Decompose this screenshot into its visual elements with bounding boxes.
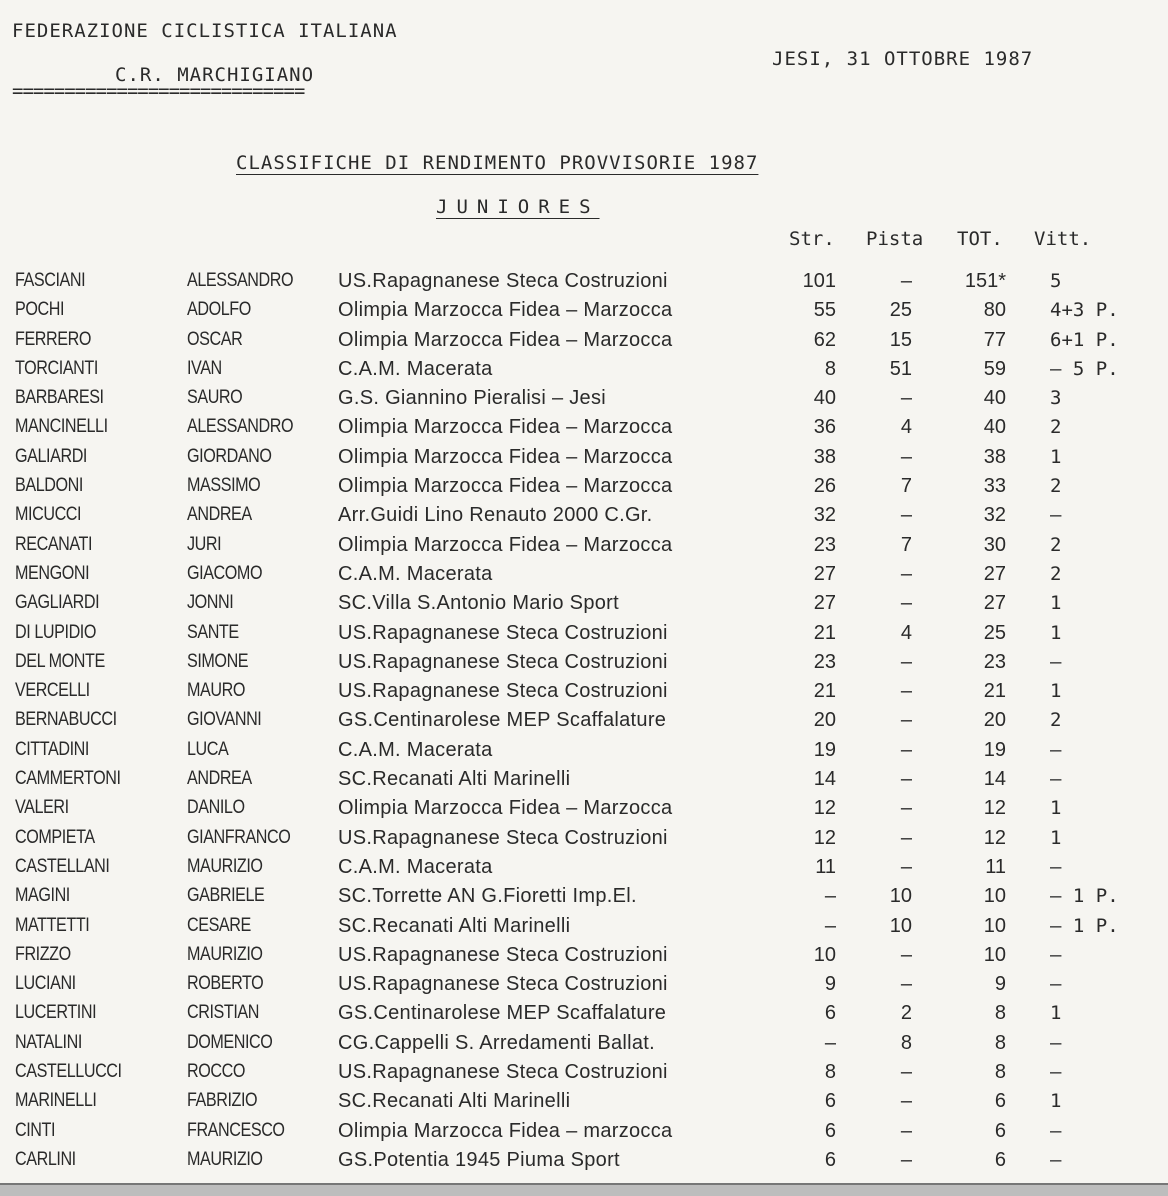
road-points: 21	[813, 680, 836, 703]
total-points: 6	[994, 1119, 1006, 1142]
team-name: G.S. Giannino Pieralisi – Jesi	[338, 387, 607, 410]
table-row	[0, 1000, 1168, 1029]
road-points: 10	[813, 943, 836, 966]
track-points: –	[900, 1090, 912, 1113]
rider-surname: FASCIANI	[15, 270, 86, 291]
track-points: 10	[889, 885, 912, 908]
track-points: –	[900, 855, 912, 878]
table-row	[0, 737, 1168, 766]
track-points: 7	[900, 533, 912, 556]
rider-name: SANTE	[187, 621, 239, 643]
road-points: 6	[824, 1002, 836, 1025]
road-points: 6	[824, 1090, 836, 1113]
road-points: 27	[813, 562, 836, 585]
track-points: 2	[900, 1002, 912, 1025]
rider-name: ROBERTO	[187, 973, 264, 995]
victories: –	[1050, 855, 1062, 878]
total-points: 14	[983, 768, 1006, 791]
rider-surname: VALERI	[15, 797, 69, 819]
victories: 1	[1050, 680, 1062, 703]
team-name: C.A.M. Macerata	[338, 855, 493, 878]
table-row	[0, 854, 1168, 883]
table-row	[0, 1059, 1168, 1088]
table-row	[0, 356, 1168, 385]
rider-name: ALESSANDRO	[187, 416, 294, 438]
organization-name: FEDERAZIONE CICLISTICA ITALIANA	[12, 20, 398, 42]
victories: 2	[1050, 562, 1062, 585]
track-points: –	[900, 650, 912, 673]
rider-name: GIACOMO	[187, 562, 263, 584]
victories: 1	[1050, 592, 1062, 615]
track-points: –	[900, 738, 912, 761]
road-points: 12	[813, 826, 836, 849]
team-name: US.Rapagnanese Steca Costruzioni	[338, 650, 668, 673]
rider-name: SAURO	[187, 387, 243, 409]
team-name: SC.Recanati Alti Marinelli	[338, 914, 571, 937]
rider-name: ROCCO	[187, 1061, 245, 1083]
track-points: –	[900, 1119, 912, 1142]
road-points: 23	[813, 650, 836, 673]
table-row	[0, 327, 1168, 356]
table-row	[0, 971, 1168, 1000]
road-points: 101	[802, 270, 836, 292]
victories: –	[1050, 1031, 1062, 1054]
track-points: –	[900, 562, 912, 585]
rider-name: CESARE	[187, 914, 251, 936]
team-name: Arr.Guidi Lino Renauto 2000 C.Gr.	[338, 504, 653, 527]
victories: – 5 P.	[1050, 357, 1119, 380]
track-points: –	[900, 387, 912, 410]
team-name: US.Rapagnanese Steca Costruzioni	[338, 680, 668, 703]
team-name: GS.Potentia 1945 Piuma Sport	[338, 1148, 620, 1171]
bleed-through-background	[30, 40, 72, 179]
table-row	[0, 620, 1168, 649]
victories: 2	[1050, 533, 1062, 556]
victories: – 1 P.	[1050, 914, 1119, 937]
victories: –	[1050, 738, 1062, 761]
place-date: JESI, 31 OTTOBRE 1987	[772, 48, 1034, 70]
page-bottom-edge	[0, 1183, 1168, 1196]
table-row	[0, 590, 1168, 619]
total-points: 12	[983, 797, 1006, 820]
rider-surname: CITTADINI	[15, 738, 89, 760]
road-points: 40	[813, 387, 836, 410]
total-points: 10	[983, 914, 1006, 937]
rider-name: IVAN	[187, 357, 222, 379]
rider-surname: CASTELLUCCI	[15, 1061, 122, 1083]
road-points: 26	[813, 475, 836, 498]
table-row	[0, 1147, 1168, 1176]
rider-surname: LUCIANI	[15, 973, 76, 995]
rider-name: MASSIMO	[187, 475, 261, 497]
team-name: US.Rapagnanese Steca Costruzioni	[338, 1061, 668, 1084]
road-points: 21	[813, 621, 836, 644]
victories: 2	[1050, 709, 1062, 732]
rider-surname: GALIARDI	[15, 445, 87, 467]
rider-surname: NATALINI	[15, 1031, 82, 1053]
rider-name: DANILO	[187, 797, 245, 819]
victories: –	[1050, 973, 1062, 996]
table-row	[0, 414, 1168, 443]
table-row	[0, 649, 1168, 678]
road-points: 27	[813, 592, 836, 615]
victories: 3	[1050, 387, 1062, 410]
track-points: 25	[889, 299, 912, 322]
track-points: –	[900, 826, 912, 849]
rider-name: GIORDANO	[187, 445, 272, 467]
track-points: 51	[889, 357, 912, 380]
victories: 6+1 P.	[1050, 328, 1119, 351]
rider-surname: CINTI	[15, 1119, 56, 1141]
table-row	[0, 913, 1168, 942]
total-points: 80	[983, 299, 1006, 322]
victories: 5	[1050, 270, 1062, 292]
track-points: –	[900, 592, 912, 615]
team-name: C.A.M. Macerata	[338, 357, 493, 380]
rider-name: JONNI	[187, 592, 234, 614]
table-row	[0, 678, 1168, 707]
rider-surname: FRIZZO	[15, 943, 71, 965]
total-points: 33	[983, 475, 1006, 498]
rider-name: DOMENICO	[187, 1031, 273, 1053]
rider-name: OSCAR	[187, 328, 243, 350]
team-name: Olimpia Marzocca Fidea – Marzocca	[338, 445, 673, 468]
victories: 1	[1050, 445, 1062, 468]
road-points: 6	[824, 1148, 836, 1171]
team-name: US.Rapagnanese Steca Costruzioni	[338, 270, 668, 292]
table-row	[0, 883, 1168, 912]
table-row	[0, 268, 1168, 297]
total-points: 151*	[964, 270, 1006, 292]
table-row	[0, 1118, 1168, 1147]
table-row	[0, 444, 1168, 473]
rider-surname: DI LUPIDIO	[15, 621, 97, 643]
total-points: 8	[994, 1061, 1006, 1084]
track-points: 7	[900, 475, 912, 498]
total-points: 6	[994, 1148, 1006, 1171]
victories: 1	[1050, 1002, 1062, 1025]
track-points: –	[900, 445, 912, 468]
rider-surname: BERNABUCCI	[15, 709, 117, 731]
victories: –	[1050, 1119, 1062, 1142]
track-points: 15	[889, 328, 912, 351]
rider-name: FRANCESCO	[187, 1119, 285, 1141]
track-points: –	[900, 973, 912, 996]
victories: 2	[1050, 475, 1062, 498]
rider-surname: MAGINI	[15, 885, 70, 907]
rider-surname: VERCELLI	[15, 680, 90, 702]
road-points: 36	[813, 416, 836, 439]
table-row	[0, 561, 1168, 590]
rider-name: MAURO	[187, 680, 245, 702]
rider-name: JURI	[187, 533, 222, 555]
team-name: SC.Recanati Alti Marinelli	[338, 768, 571, 791]
total-points: 40	[983, 387, 1006, 410]
category-title: JUNIORES	[436, 196, 600, 218]
track-points: 4	[900, 621, 912, 644]
team-name: GS.Centinarolese MEP Scaffalature	[338, 709, 667, 732]
team-name: Olimpia Marzocca Fidea – Marzocca	[338, 475, 673, 498]
table-row	[0, 942, 1168, 971]
rider-surname: FERRERO	[15, 328, 91, 350]
track-points: –	[900, 270, 912, 292]
track-points: –	[900, 768, 912, 791]
track-points: –	[900, 680, 912, 703]
victories: 4+3 P.	[1050, 299, 1119, 322]
rider-surname: LUCERTINI	[15, 1002, 97, 1024]
rider-surname: CAMMERTONI	[15, 768, 121, 790]
table-row	[0, 473, 1168, 502]
victories: – 1 P.	[1050, 885, 1119, 908]
victories: 1	[1050, 621, 1062, 644]
total-points: 38	[983, 445, 1006, 468]
total-points: 8	[994, 1031, 1006, 1054]
header-rule: ============================	[12, 80, 305, 102]
victories: 1	[1050, 797, 1062, 820]
total-points: 27	[983, 562, 1006, 585]
road-points: 11	[815, 855, 836, 878]
total-points: 6	[994, 1090, 1006, 1113]
track-points: –	[900, 709, 912, 732]
column-header-tot: TOT.	[957, 228, 1003, 250]
total-points: 21	[983, 680, 1006, 703]
rider-name: MAURIZIO	[187, 855, 263, 877]
rider-name: GIOVANNI	[187, 709, 262, 731]
road-points: 19	[813, 738, 836, 761]
track-points: 10	[889, 914, 912, 937]
rider-name: GABRIELE	[187, 885, 265, 907]
team-name: SC.Torrette AN G.Fioretti Imp.El.	[338, 885, 637, 908]
team-name: Olimpia Marzocca Fidea – Marzocca	[338, 533, 673, 556]
total-points: 23	[983, 650, 1006, 673]
rider-surname: MICUCCI	[15, 504, 82, 526]
rider-surname: MENGONI	[15, 562, 90, 584]
rider-name: FABRIZIO	[187, 1090, 258, 1112]
column-header-pista: Pista	[866, 228, 924, 250]
road-points: 62	[813, 328, 836, 351]
total-points: 77	[983, 328, 1006, 351]
team-name: Olimpia Marzocca Fidea – Marzocca	[338, 299, 673, 322]
table-row	[0, 825, 1168, 854]
rider-surname: MANCINELLI	[15, 416, 108, 438]
total-points: 12	[983, 826, 1006, 849]
rider-surname: COMPIETA	[15, 826, 95, 848]
table-row	[0, 385, 1168, 414]
road-points: 55	[813, 299, 836, 322]
total-points: 8	[994, 1002, 1006, 1025]
team-name: US.Rapagnanese Steca Costruzioni	[338, 826, 668, 849]
victories: –	[1050, 768, 1062, 791]
committee-name: C.R. MARCHIGIANO	[115, 64, 315, 86]
victories: –	[1050, 1061, 1062, 1084]
victories: 2	[1050, 416, 1062, 439]
rider-surname: CASTELLANI	[15, 855, 110, 877]
track-points: –	[900, 943, 912, 966]
total-points: 59	[983, 357, 1006, 380]
team-name: SC.Villa S.Antonio Mario Sport	[338, 592, 619, 615]
column-header-str: Str.	[789, 228, 835, 250]
team-name: US.Rapagnanese Steca Costruzioni	[338, 621, 668, 644]
victories: –	[1050, 504, 1062, 527]
table-row	[0, 502, 1168, 531]
victories: 1	[1050, 826, 1062, 849]
rider-name: LUCA	[187, 738, 229, 760]
team-name: C.A.M. Macerata	[338, 738, 493, 761]
team-name: Olimpia Marzocca Fidea – Marzocca	[338, 416, 673, 439]
rider-name: SIMONE	[187, 650, 249, 672]
road-points: –	[824, 914, 836, 937]
table-row	[0, 766, 1168, 795]
total-points: 27	[983, 592, 1006, 615]
rider-surname: CARLINI	[15, 1148, 76, 1170]
team-name: US.Rapagnanese Steca Costruzioni	[338, 943, 668, 966]
team-name: Olimpia Marzocca Fidea – Marzocca	[338, 328, 673, 351]
rider-name: MAURIZIO	[187, 1148, 263, 1170]
victories: –	[1050, 943, 1062, 966]
road-points: 9	[824, 973, 836, 996]
track-points: –	[900, 797, 912, 820]
total-points: 11	[985, 855, 1006, 878]
rider-surname: MARINELLI	[15, 1090, 97, 1112]
total-points: 9	[994, 973, 1006, 996]
total-points: 25	[983, 621, 1006, 644]
road-points: –	[824, 1031, 836, 1054]
table-row	[0, 795, 1168, 824]
rider-name: GIANFRANCO	[187, 826, 291, 848]
road-points: 38	[813, 445, 836, 468]
rider-name: ALESSANDRO	[187, 270, 294, 291]
rider-surname: BALDONI	[15, 475, 83, 497]
road-points: 12	[813, 797, 836, 820]
rider-name: ADOLFO	[187, 299, 251, 321]
table-row	[0, 707, 1168, 736]
road-points: –	[824, 885, 836, 908]
rider-surname: RECANATI	[15, 533, 93, 555]
rider-name: ANDREA	[187, 768, 252, 790]
rider-surname: BARBARESI	[15, 387, 104, 409]
team-name: CG.Cappelli S. Arredamenti Ballat.	[338, 1031, 656, 1054]
victories: –	[1050, 650, 1062, 673]
table-row	[0, 1030, 1168, 1059]
team-name: Olimpia Marzocca Fidea – marzocca	[338, 1119, 673, 1142]
total-points: 40	[983, 416, 1006, 439]
road-points: 8	[824, 1061, 836, 1084]
track-points: 8	[900, 1031, 912, 1054]
road-points: 14	[813, 768, 836, 791]
team-name: US.Rapagnanese Steca Costruzioni	[338, 973, 668, 996]
table-row	[0, 297, 1168, 326]
total-points: 20	[983, 709, 1006, 732]
total-points: 10	[983, 943, 1006, 966]
track-points: –	[900, 1148, 912, 1171]
track-points: –	[900, 504, 912, 527]
victories: –	[1050, 1148, 1062, 1171]
road-points: 8	[824, 357, 836, 380]
ranking-table	[0, 268, 1168, 1176]
track-points: 4	[900, 416, 912, 439]
team-name: GS.Centinarolese MEP Scaffalature	[338, 1002, 667, 1025]
team-name: C.A.M. Macerata	[338, 562, 493, 585]
column-header-vitt: Vitt.	[1034, 228, 1092, 250]
rider-surname: GAGLIARDI	[15, 592, 100, 614]
victories: 1	[1050, 1090, 1062, 1113]
total-points: 32	[983, 504, 1006, 527]
track-points: –	[900, 1061, 912, 1084]
road-points: 6	[824, 1119, 836, 1142]
table-row	[0, 1088, 1168, 1117]
road-points: 23	[813, 533, 836, 556]
road-points: 20	[813, 709, 836, 732]
total-points: 10	[983, 885, 1006, 908]
road-points: 32	[813, 504, 836, 527]
document-title: CLASSIFICHE DI RENDIMENTO PROVVISORIE 1987	[236, 152, 759, 174]
rider-surname: DEL MONTE	[15, 650, 105, 672]
rider-name: ANDREA	[187, 504, 252, 526]
rider-surname: TORCIANTI	[15, 357, 98, 379]
team-name: SC.Recanati Alti Marinelli	[338, 1090, 571, 1113]
total-points: 30	[983, 533, 1006, 556]
rider-surname: MATTETTI	[15, 914, 90, 936]
team-name: Olimpia Marzocca Fidea – Marzocca	[338, 797, 673, 820]
rider-name: MAURIZIO	[187, 943, 263, 965]
rider-name: CRISTIAN	[187, 1002, 259, 1024]
total-points: 19	[983, 738, 1006, 761]
rider-surname: POCHI	[15, 299, 65, 321]
table-row	[0, 532, 1168, 561]
